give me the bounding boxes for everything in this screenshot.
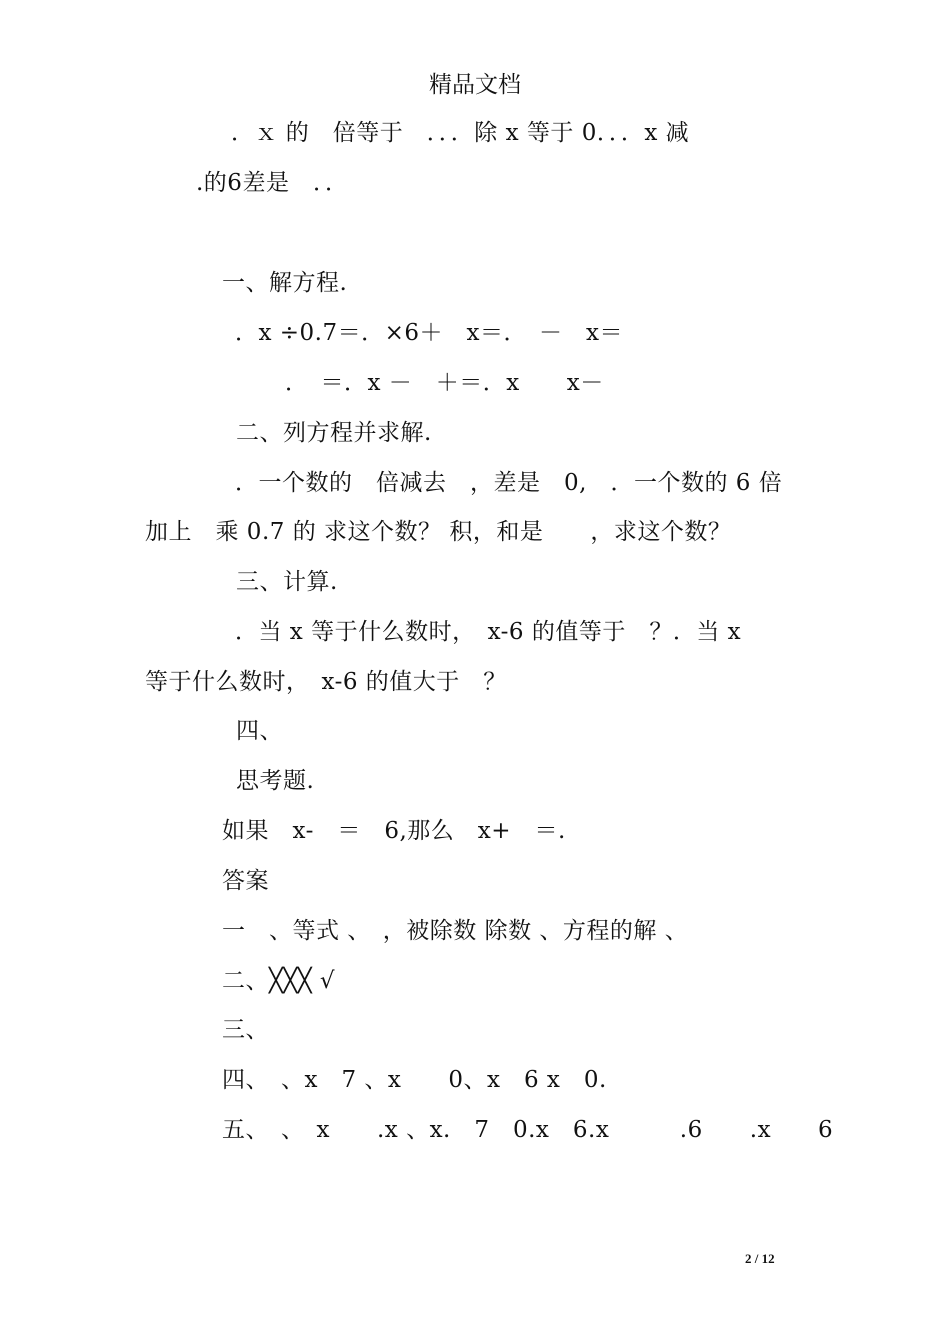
answer-line-4: 四、 、x 7 、x 0、x 6 x 0. (222, 1067, 607, 1093)
text-line-2: .的6差是 ．． (196, 170, 349, 196)
page-header: 精品文档 (429, 72, 521, 98)
answer-heading: 答案 (222, 868, 269, 894)
problem-line-2: 加上 乘 0.7 的 求这个数？ 积，和是 ，求这个数？ (145, 519, 732, 545)
answer-line-2: 二、╳╳╳ √ (222, 968, 336, 994)
problem-line-1: ．一个数的 倍减去 ，差是 0, ．一个数的 6 倍 (235, 470, 783, 496)
thinking-heading: 思考题. (236, 768, 315, 794)
thinking-question: 如果 x- ＝ 6,那么 x+ ＝. (222, 818, 566, 844)
calc-line-1: ．当 x 等于什么数时， x-6 的值等于 ？．当 x (235, 619, 742, 645)
section-1-heading: 一、解方程. (222, 270, 348, 296)
calc-line-2: 等于什么数时， x-6 的值大于 ？ (145, 669, 507, 695)
section-2-heading: 二、列方程并求解. (236, 420, 432, 446)
answer-line-1: 一 、等式 、 ，被除数 除数 、方程的解 、 (222, 918, 689, 944)
section-3-heading: 三、计算. (236, 569, 338, 595)
text-line-1: ．ｘ 的 倍等于 ．．．除 x 等于 0．．．x 减 (231, 120, 690, 146)
answer-line-5: 五、 、 x .x 、x. 7 0.x 6.x .6 .x 6 (222, 1117, 834, 1143)
equation-line-1: ．x ÷0.7＝．×6＋ x＝． － x＝ (235, 320, 623, 346)
answer-line-3: 三、 (222, 1017, 269, 1043)
page-number: 2 / 12 (745, 1251, 775, 1266)
equation-line-2: ． ＝．x － ＋＝．x x－ (285, 370, 604, 396)
section-4-heading: 四、 (236, 718, 283, 744)
